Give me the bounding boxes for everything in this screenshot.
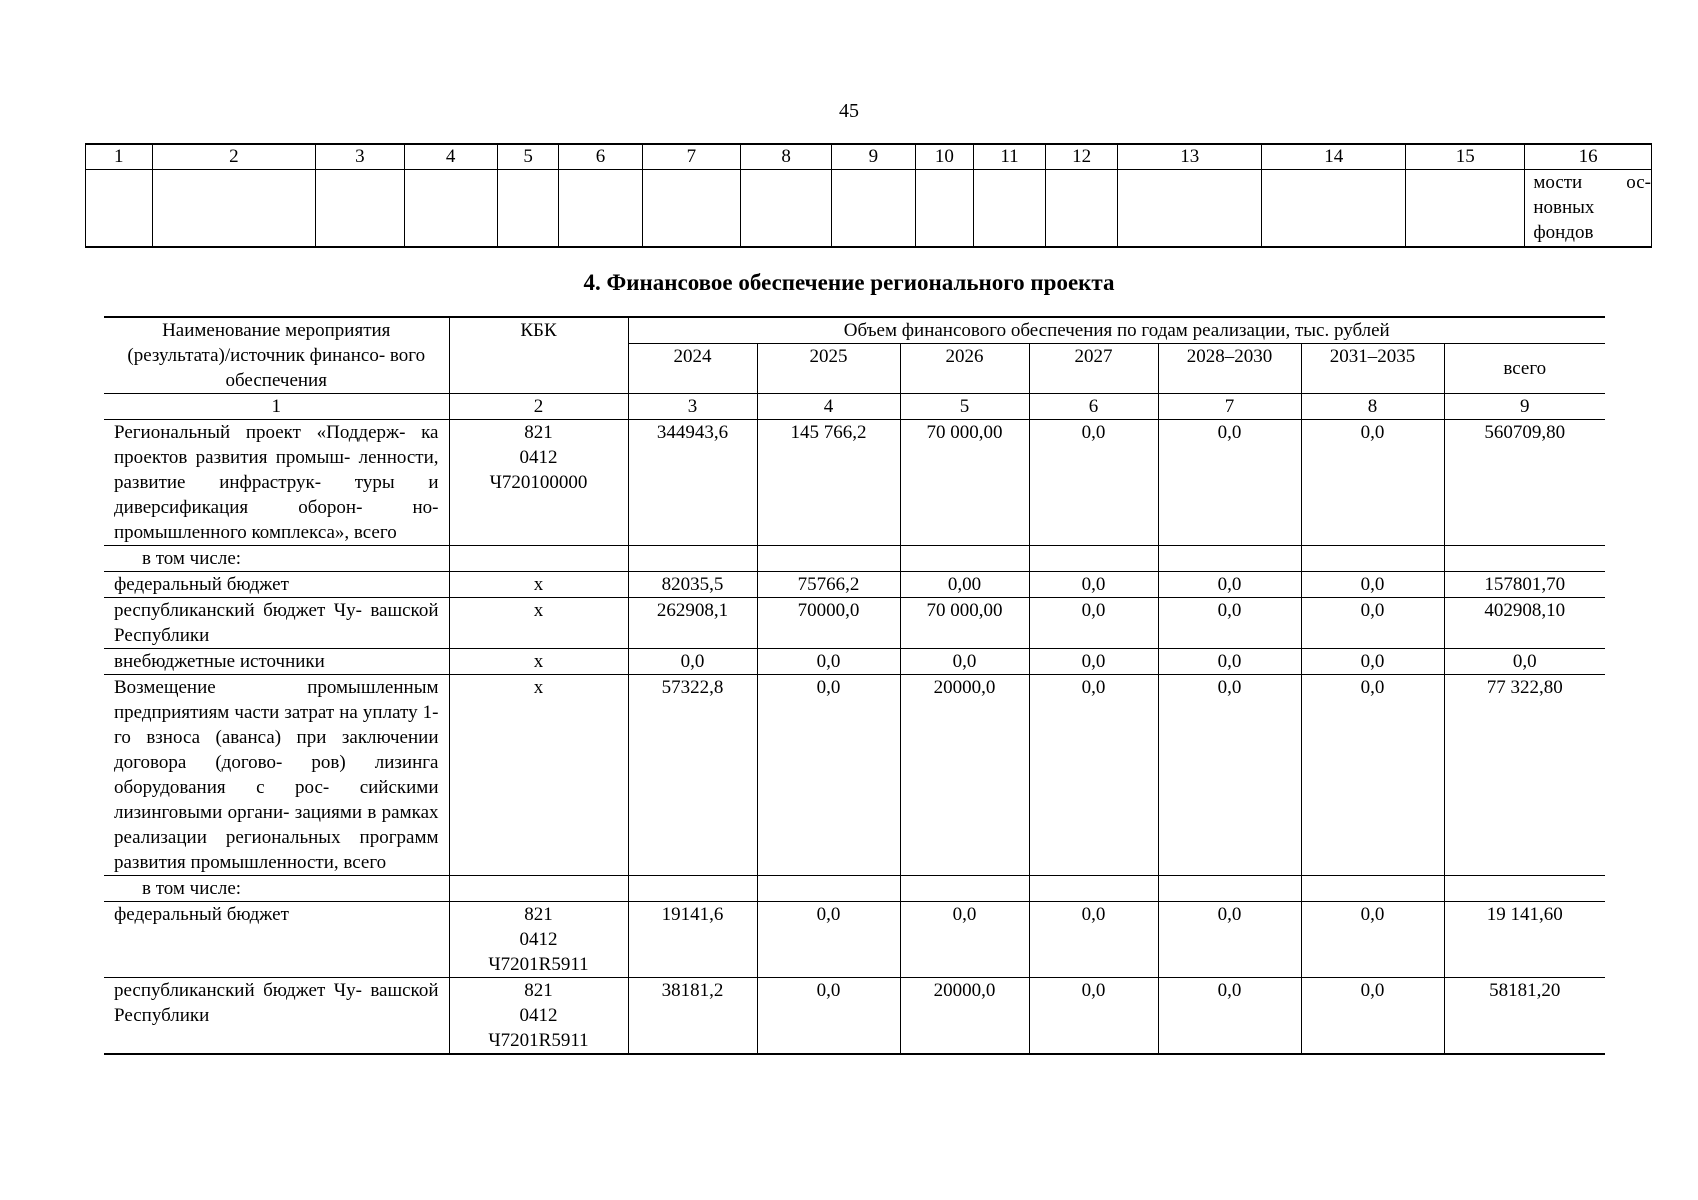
row-value: 0,0 xyxy=(1029,978,1158,1055)
column-number: 4 xyxy=(404,144,497,170)
row-value xyxy=(1158,876,1301,902)
table-row xyxy=(104,902,1605,978)
row-name: Возмещение промышленным предприятиям части затрат на уплату 1-го взноса (аванса) при заключении договора (догово- ров) лизинга оборудования с рос- сийскими лизинговыми органи- зациями в рамках реализации региональных программ развития промышленности, всего xyxy=(104,675,449,876)
column-numbers-row xyxy=(104,394,1605,420)
row-name: Региональный проект «Поддерж- ка проектов развития промыш- ленности, развитие инфраструк- туры и диверсификация оборон- но-промышленного комплекса», всего xyxy=(104,420,449,546)
column-number: 7 xyxy=(642,144,740,170)
row-value xyxy=(900,876,1029,902)
row-kbk xyxy=(449,876,628,902)
row-kbk xyxy=(449,978,628,1055)
kbk-line: х xyxy=(533,651,544,672)
kbk-line: х xyxy=(533,677,544,698)
row-value xyxy=(628,546,757,572)
row-value: 0,0 xyxy=(1158,675,1301,876)
continuation-table xyxy=(85,143,1652,248)
column-number: 11 xyxy=(974,144,1046,170)
kbk-line: 821 xyxy=(524,422,553,443)
row-value: 82035,5 xyxy=(628,572,757,598)
kbk-line: 821 xyxy=(524,980,553,1001)
row-value: 0,0 xyxy=(1301,978,1444,1055)
row-value: 0,0 xyxy=(757,675,900,876)
row-value xyxy=(1444,546,1605,572)
row-kbk xyxy=(449,902,628,978)
table-row xyxy=(104,978,1605,1055)
row-value: 0,0 xyxy=(1029,902,1158,978)
row-value xyxy=(628,876,757,902)
row-value: 0,0 xyxy=(1158,572,1301,598)
column-number: 13 xyxy=(1118,144,1262,170)
row-value: 0,0 xyxy=(1158,420,1301,546)
row-value: 0,0 xyxy=(757,649,900,675)
row-value: 0,00 xyxy=(900,572,1029,598)
volume-column-header: Объем финансового обеспечения по годам реализации, тыс. рублей xyxy=(628,317,1605,344)
row-value: 70 000,00 xyxy=(900,420,1029,546)
row-value: 70 000,00 xyxy=(900,598,1029,649)
row-value: 145 766,2 xyxy=(757,420,900,546)
year-header: 2031–2035 xyxy=(1301,344,1444,394)
row-value: 0,0 xyxy=(1301,675,1444,876)
column-number: 8 xyxy=(740,144,831,170)
column-number: 6 xyxy=(1029,394,1158,420)
continuation-table-row xyxy=(86,170,1652,248)
kbk-line: Ч7201R5911 xyxy=(488,954,589,975)
kbk-line: 0412 xyxy=(519,1005,558,1026)
table-row xyxy=(104,649,1605,675)
kbk-line: 0412 xyxy=(519,929,558,950)
row-value: 0,0 xyxy=(1158,649,1301,675)
continuation-table-header xyxy=(86,144,1652,170)
row-value: 402908,10 xyxy=(1444,598,1605,649)
row-value: 38181,2 xyxy=(628,978,757,1055)
row-value: 344943,6 xyxy=(628,420,757,546)
name-column-header: Наименование мероприятия (результата)/источник финансо- вого обеспечения xyxy=(104,317,449,394)
row-value: 0,0 xyxy=(1029,675,1158,876)
column-number: 9 xyxy=(832,144,915,170)
column-number: 5 xyxy=(900,394,1029,420)
row-name: в том числе: xyxy=(104,876,449,902)
column-number: 12 xyxy=(1045,144,1118,170)
kbk-column-header: КБК xyxy=(449,317,628,394)
table-row xyxy=(104,675,1605,876)
section-title: 4. Финансовое обеспечение регионального проекта xyxy=(583,270,1115,295)
table-row xyxy=(104,420,1605,546)
row-name: республиканский бюджет Чу- вашской Республики xyxy=(104,978,449,1055)
row-value: 0,0 xyxy=(1029,420,1158,546)
year-header: 2028–2030 xyxy=(1158,344,1301,394)
kbk-line: 821 xyxy=(524,904,553,925)
row-value xyxy=(1029,876,1158,902)
column-number: 4 xyxy=(757,394,900,420)
row-value: 0,0 xyxy=(757,978,900,1055)
column-number: 8 xyxy=(1301,394,1444,420)
row-value: 0,0 xyxy=(1301,649,1444,675)
row-value xyxy=(1301,546,1444,572)
row-value: 0,0 xyxy=(1444,649,1605,675)
year-header: всего xyxy=(1444,344,1605,394)
kbk-line: Ч7201R5911 xyxy=(488,1030,589,1051)
row-value: 70000,0 xyxy=(757,598,900,649)
column-number: 14 xyxy=(1262,144,1406,170)
row-value: 0,0 xyxy=(1301,572,1444,598)
column-number: 5 xyxy=(497,144,559,170)
column-number: 3 xyxy=(628,394,757,420)
row-kbk xyxy=(449,420,628,546)
column-number: 1 xyxy=(104,394,449,420)
column-number: 2 xyxy=(449,394,628,420)
kbk-line: Ч720100000 xyxy=(489,472,588,493)
row-value: 0,0 xyxy=(900,902,1029,978)
column-number: 3 xyxy=(316,144,404,170)
row-value xyxy=(757,546,900,572)
column-number: 7 xyxy=(1158,394,1301,420)
column-number: 6 xyxy=(559,144,642,170)
row-value xyxy=(1029,546,1158,572)
column-number: 9 xyxy=(1444,394,1605,420)
row-value: 262908,1 xyxy=(628,598,757,649)
row-value: 58181,20 xyxy=(1444,978,1605,1055)
row-value: 20000,0 xyxy=(900,675,1029,876)
year-header: 2025 xyxy=(757,344,900,394)
row-value: 19141,6 xyxy=(628,902,757,978)
row-value: 0,0 xyxy=(1158,902,1301,978)
row-name: в том числе: xyxy=(104,546,449,572)
row-value: 75766,2 xyxy=(757,572,900,598)
column-number: 2 xyxy=(152,144,316,170)
table-row xyxy=(104,876,1605,902)
row-value: 0,0 xyxy=(1029,649,1158,675)
row-name: федеральный бюджет xyxy=(104,572,449,598)
table-row xyxy=(104,598,1605,649)
row-value: 20000,0 xyxy=(900,978,1029,1055)
kbk-line: х xyxy=(533,574,544,595)
row-value: 77 322,80 xyxy=(1444,675,1605,876)
row-value xyxy=(1158,546,1301,572)
row-value: 57322,8 xyxy=(628,675,757,876)
column-number: 1 xyxy=(86,144,153,170)
kbk-line: 0412 xyxy=(519,447,558,468)
column-number: 15 xyxy=(1406,144,1525,170)
year-header: 2024 xyxy=(628,344,757,394)
row-value: 0,0 xyxy=(1158,598,1301,649)
continuation-cell: мости ос- новных фондов xyxy=(1525,170,1652,248)
row-value: 560709,80 xyxy=(1444,420,1605,546)
table-row xyxy=(104,572,1605,598)
column-number: 10 xyxy=(915,144,974,170)
row-kbk xyxy=(449,598,628,649)
row-value: 0,0 xyxy=(900,649,1029,675)
row-value: 0,0 xyxy=(1029,598,1158,649)
financial-table-header xyxy=(104,317,1605,344)
row-value xyxy=(900,546,1029,572)
row-value xyxy=(757,876,900,902)
column-number: 16 xyxy=(1525,144,1652,170)
row-value: 19 141,60 xyxy=(1444,902,1605,978)
row-value xyxy=(1301,876,1444,902)
year-header: 2026 xyxy=(900,344,1029,394)
page-number: 45 xyxy=(839,100,859,122)
row-kbk xyxy=(449,649,628,675)
row-name: внебюджетные источники xyxy=(104,649,449,675)
table-row xyxy=(104,546,1605,572)
year-header: 2027 xyxy=(1029,344,1158,394)
row-name: республиканский бюджет Чу- вашской Республики xyxy=(104,598,449,649)
kbk-line: х xyxy=(533,600,544,621)
row-name: федеральный бюджет xyxy=(104,902,449,978)
row-kbk xyxy=(449,675,628,876)
row-value: 157801,70 xyxy=(1444,572,1605,598)
row-kbk xyxy=(449,572,628,598)
row-value xyxy=(1444,876,1605,902)
row-value: 0,0 xyxy=(1301,420,1444,546)
row-value: 0,0 xyxy=(1029,572,1158,598)
financial-table xyxy=(104,316,1605,1055)
row-kbk xyxy=(449,546,628,572)
row-value: 0,0 xyxy=(1301,598,1444,649)
row-value: 0,0 xyxy=(1301,902,1444,978)
row-value: 0,0 xyxy=(757,902,900,978)
row-value: 0,0 xyxy=(1158,978,1301,1055)
row-value: 0,0 xyxy=(628,649,757,675)
